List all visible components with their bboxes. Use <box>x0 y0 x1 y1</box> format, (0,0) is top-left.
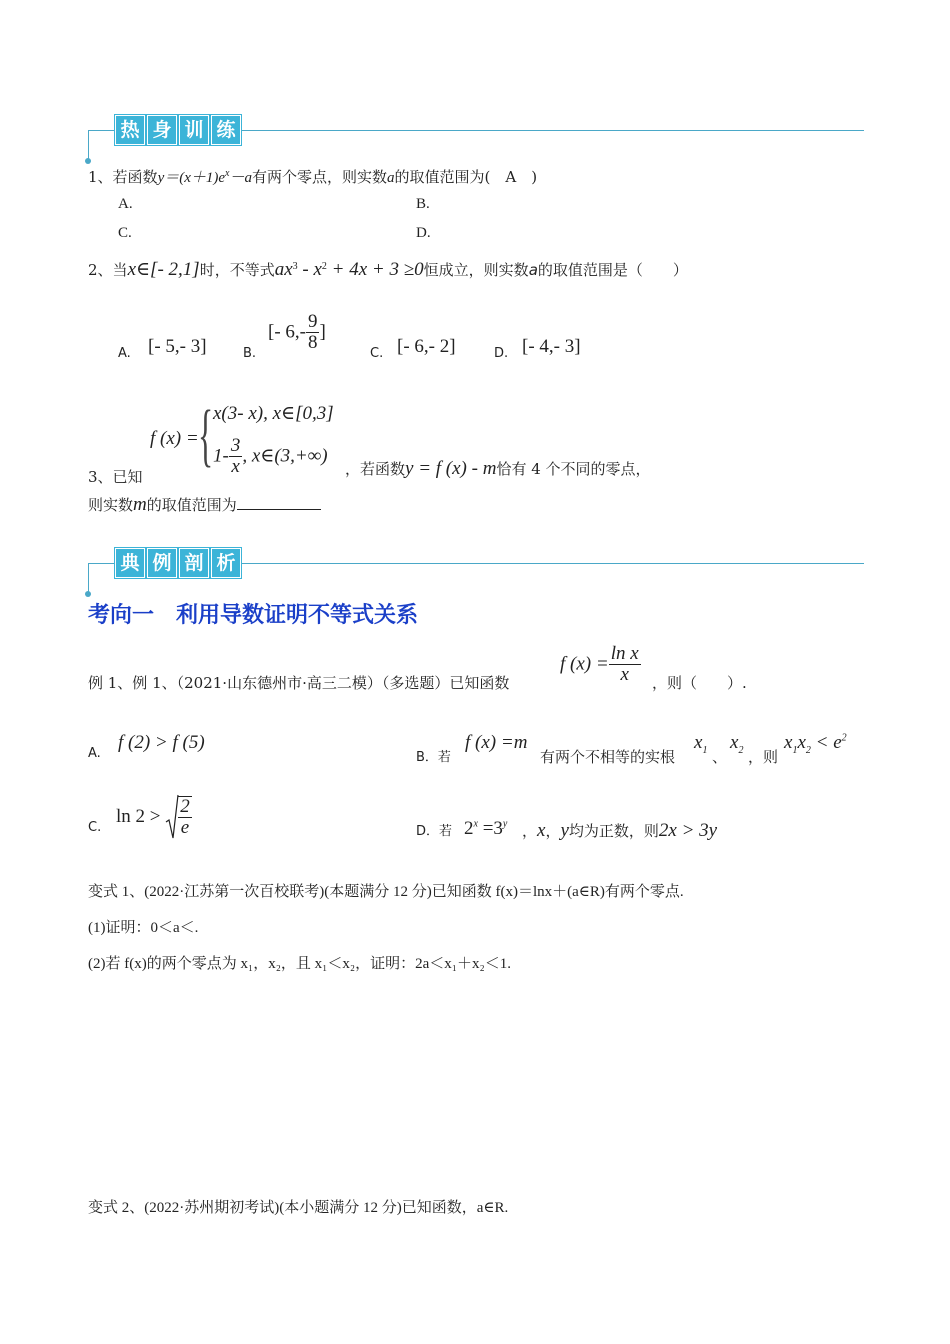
banner-char: 例 <box>147 548 177 578</box>
q3-case2-pre: 1- <box>213 445 229 467</box>
q1-number: 1、 <box>88 168 113 186</box>
variant-1-line3: (2)若 f(x)的两个零点为 x₁，x₂，且 x₁＜x₂，证明：2a＜x₁＋x₂＜1. <box>88 956 512 972</box>
q2-option-d-value: [- 4,- 3] <box>522 336 581 357</box>
ex1-d-3: =3 <box>477 818 503 839</box>
q3-line2-post: 的取值范围为 <box>146 496 237 514</box>
question-1 <box>88 166 537 187</box>
q3-case2-den: x <box>231 455 240 477</box>
q3-brace: { <box>198 397 214 474</box>
q1-var: a <box>387 170 395 186</box>
ex1-option-d-label[interactable]: D．若 <box>416 824 453 839</box>
banner-dot <box>85 158 91 164</box>
ex1-d-y: y <box>560 820 569 841</box>
q2-option-b-num: 9 <box>307 311 318 332</box>
ex1-b-sep: 、 <box>712 748 728 766</box>
ex1-option-a: f (2) > f (5) <box>118 732 205 753</box>
q2-var: a <box>528 261 538 279</box>
ex1-option-a-label[interactable]: A. <box>88 746 101 761</box>
q3-line2-pre: 则实数 <box>88 496 134 514</box>
q1-text-post: 有两个零点，则实数 <box>252 168 388 186</box>
q3-line2 <box>88 494 321 516</box>
q2-option-c-label[interactable]: C. <box>370 346 384 361</box>
ex1-d-t2: ， <box>545 822 561 840</box>
ex1-option-b-vars <box>694 732 707 756</box>
q1-option-d[interactable]: D. <box>416 225 431 241</box>
banner-vline <box>88 130 89 160</box>
ex1-c-num: 2 <box>180 795 190 817</box>
q3-gx: y = f (x) - m <box>405 458 497 479</box>
q2-number: 2、 <box>88 261 113 279</box>
banner-char: 剖 <box>179 548 209 578</box>
banner-char: 热 <box>115 115 145 145</box>
ex1-b-x2 <box>730 732 743 756</box>
q2-option-b-label[interactable]: B. <box>243 346 257 361</box>
ex1-b-ressup: 2 <box>841 732 847 744</box>
example-1-function <box>560 644 641 686</box>
q1-formula-sup: x <box>225 168 230 179</box>
q1-formula: y＝(x＋1)e <box>157 170 226 186</box>
ex1-b-x1sub: 1 <box>702 744 708 756</box>
ex1-b-t1: 有两个不相等的实根 <box>540 748 676 766</box>
q3-case2-num: 3 <box>230 435 241 456</box>
banner-char: 析 <box>211 548 241 578</box>
q2-mid: 时，不等式 <box>199 261 275 279</box>
ex1-d-t1: ， <box>522 822 538 840</box>
q2-option-b-value <box>268 312 326 354</box>
q1-option-c[interactable]: C. <box>118 225 132 241</box>
ex1-d-supy: y <box>502 818 508 830</box>
q2-cond: x∈[- 2,1] <box>127 259 200 280</box>
q2-ineq-rest1: - x <box>297 259 322 280</box>
ex1-b-res3: < e <box>810 732 842 753</box>
ex1-b-res2: x <box>797 732 806 753</box>
ex1-fx: f (x) = <box>560 653 609 675</box>
ex1-d-x: x <box>537 820 546 841</box>
banner-vline <box>88 563 89 593</box>
variant-1-line1: 变式 1、(2022·江苏第一次百校联考)(本题满分 12 分)已知函数 f(x)＝lnx＋(a∈R)有两个零点. <box>88 884 684 900</box>
ex1-b-x1: x <box>694 732 703 753</box>
ex1-option-c <box>116 794 192 840</box>
q2-option-b-pre: [- 6,- <box>268 321 306 343</box>
q3-var: m <box>133 494 147 515</box>
q2-option-b-den: 8 <box>307 331 318 353</box>
q3-text-pre: 已知 <box>112 468 143 486</box>
ex1-b-res1: x <box>784 732 793 753</box>
ex1-b-res2sub: 2 <box>805 744 811 756</box>
q2-ineq-sup: 3 <box>292 261 298 272</box>
banner-char: 训 <box>179 115 209 145</box>
variant-2-line1: 变式 2、(2022·苏州期初考试)(本小题满分 12 分)已知函数，a∈R. <box>88 1200 509 1216</box>
q1-text: 若函数 <box>112 168 158 186</box>
q2-when: 当 <box>112 261 128 279</box>
q3-text-mid: ，若函数 <box>345 460 406 478</box>
ex1-b-result <box>784 732 847 756</box>
ex1-c-pre: ln 2 > <box>116 806 161 827</box>
question-2 <box>88 258 688 281</box>
question-3 <box>88 466 143 487</box>
ex1-option-c-label[interactable]: C. <box>88 820 102 835</box>
q3-case2 <box>213 436 328 478</box>
q3-answer-blank[interactable] <box>237 495 321 510</box>
q2-end: 的取值范围是（ ） <box>537 261 688 279</box>
ex1-option-b-label[interactable]: B．若 <box>416 750 451 765</box>
ex1-d-t3: 均为正数，则 <box>568 822 659 840</box>
q2-option-a-value: [- 5,- 3] <box>148 336 207 357</box>
ex1-c-den: e <box>180 816 190 838</box>
ex1-option-b <box>416 746 451 765</box>
banner-char: 身 <box>147 115 177 145</box>
q3-text-post: 恰有 4 个不同的零点， <box>496 460 651 478</box>
q2-option-c-value: [- 6,- 2] <box>397 336 456 357</box>
banner-char: 典 <box>115 548 145 578</box>
ex1-d-supx: x <box>473 818 478 830</box>
q2-ineq-rest2: + 4x + 3 ≥0 <box>326 259 424 280</box>
banner-char: 练 <box>211 115 241 145</box>
ex1-b-t2: ，则 <box>748 748 779 766</box>
ex1-b-res1sub: 1 <box>792 744 798 756</box>
section-heading: 考向一 利用导数证明不等式关系 <box>88 603 419 628</box>
ex1-option-b-text <box>540 746 675 767</box>
q1-formula-post: －a <box>229 170 252 186</box>
example-1-lead: 例 1、例 1、（2021·山东德州市·高三二模）（多选题）已知函数 <box>88 674 510 692</box>
q2-option-d-label[interactable]: D. <box>494 346 509 361</box>
q3-line1-rest <box>345 458 651 480</box>
q1-text-end: 的取值范围为( A ) <box>394 168 538 186</box>
ex1-d-2: 2 <box>464 818 474 839</box>
q3-fx: f (x) = <box>150 428 199 449</box>
ex1-d-res: 2x > 3y <box>658 820 718 841</box>
ex1-num: ln x <box>610 643 639 664</box>
q1-option-b[interactable]: B. <box>416 196 430 212</box>
q2-ineq-sup2: 2 <box>321 261 327 272</box>
q2-ineq: ax <box>274 259 293 280</box>
variant-1-line2: (1)证明：0＜a＜. <box>88 920 199 936</box>
q3-number: 3、 <box>88 468 113 486</box>
q2-option-b-post: ] <box>319 321 326 343</box>
example-1-tail: ，则（ ）. <box>652 674 747 692</box>
q1-option-a[interactable]: A. <box>118 196 133 212</box>
sqrt-icon <box>165 794 179 840</box>
q2-post: 恒成立，则实数 <box>423 261 529 279</box>
q3-case2-post: , x∈(3,+∞) <box>242 445 328 467</box>
q2-option-a-label[interactable]: A. <box>118 346 131 361</box>
ex1-option-d-eq <box>464 818 507 840</box>
q3-case1: x(3- x), x∈[0,3] <box>213 403 334 424</box>
ex1-den: x <box>620 663 629 685</box>
banner-dot <box>85 591 91 597</box>
ex1-option-b-f: f (x) =m <box>465 732 528 753</box>
ex1-b-x2-v: x <box>730 732 739 753</box>
ex1-option-d-text <box>522 820 717 842</box>
ex1-b-x2sub: 2 <box>738 744 744 756</box>
